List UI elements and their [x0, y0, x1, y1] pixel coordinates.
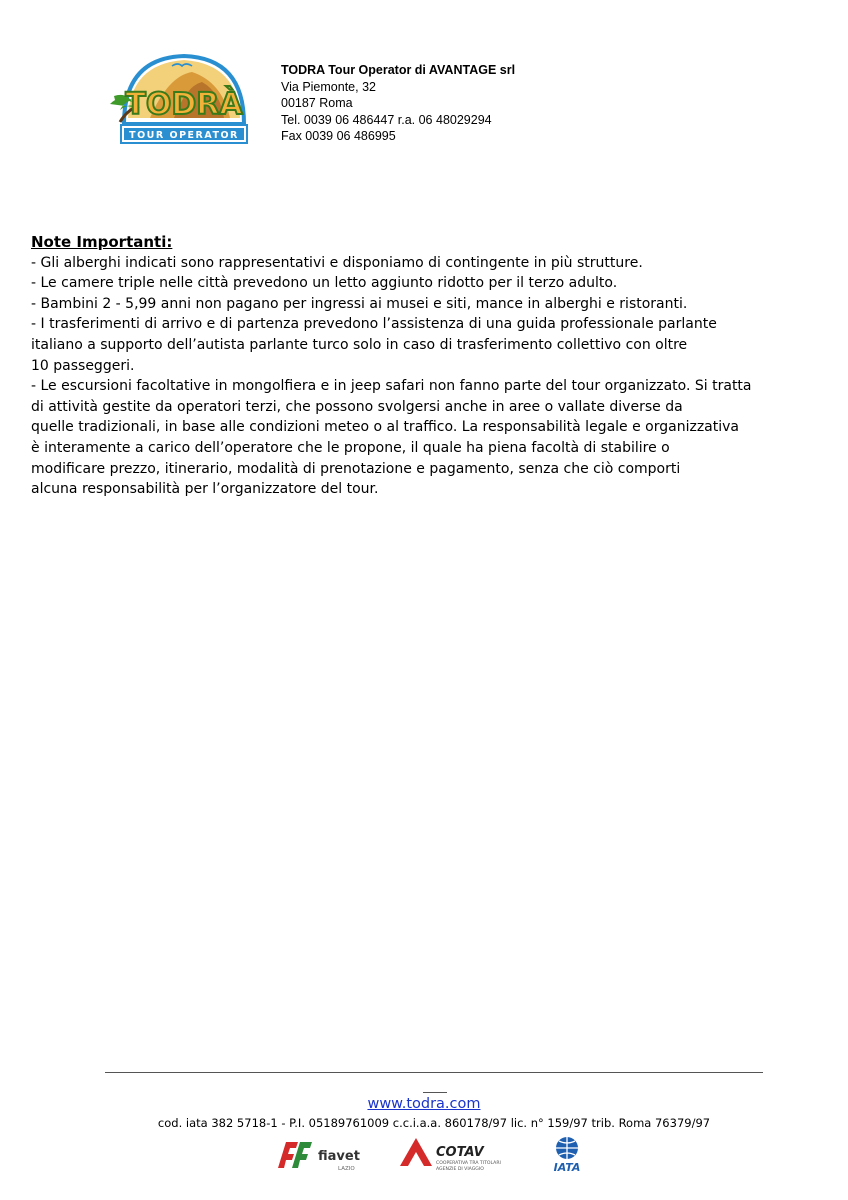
todra-logo: [104, 52, 264, 150]
company-address: Via Piemonte, 32: [281, 79, 376, 94]
note-line: - Gli alberghi indicati sono rappresentativi e disponiamo di contingente in più strutture.: [31, 254, 643, 271]
note-line: - I trasferimenti di arrivo e di partenza prevedono l’assistenza di una guida professionale parlante: [31, 316, 717, 333]
company-fax: Fax 0039 06 486995: [281, 129, 396, 143]
fiavet-name: fiavet: [318, 1149, 360, 1164]
company-city: 00187 Roma: [281, 96, 353, 110]
logo-wordmark: TODRÀ: [125, 87, 243, 122]
cotav-name: COTAV: [436, 1145, 484, 1160]
registration-codes: cod. iata 382 5718-1 - P.I. 05189761009 c.c.i.a.a. 860178/97 lic. n° 159/97 trib. Roma 76379/97: [157, 1116, 711, 1130]
cotav-sub1: COOPERATIVA TRA TITOLARI: [436, 1161, 501, 1166]
iata-logo: [540, 1134, 594, 1174]
iata-name: IATA: [553, 1161, 581, 1174]
logo-subtitle: TOUR OPERATOR: [129, 130, 239, 141]
note-line: - Le camere triple nelle città prevedono un letto aggiunto ridotto per il terzo adulto.: [31, 275, 618, 292]
cotav-logo: [398, 1134, 506, 1174]
footer-short-divider: [423, 1092, 447, 1093]
notes-heading: Note Importanti:: [31, 233, 173, 251]
note-line: è interamente a carico dell’operatore che le propone, il quale ha piena facoltà di stabilire o: [31, 439, 670, 456]
company-info: [281, 62, 515, 145]
important-notes: [31, 232, 821, 500]
fiavet-sub: LAZIO: [338, 1166, 355, 1172]
cotav-sub2: AGENZIE DI VIAGGIO: [436, 1167, 484, 1172]
footer-divider: [105, 1072, 763, 1073]
fiavet-logo: [276, 1134, 366, 1174]
note-line: alcuna responsabilità per l’organizzatore del tour.: [31, 481, 379, 498]
company-name: TODRA Tour Operator di AVANTAGE srl: [281, 63, 516, 77]
note-line: di attività gestite da operatori terzi, che possono svolgersi anche in aree o vallate diverse da: [31, 398, 683, 415]
company-phone: Tel. 0039 06 486447 r.a. 06 48029294: [281, 112, 492, 127]
note-line: - Le escursioni facoltative in mongolfiera e in jeep safari non fanno parte del tour organizzato. Si tratta: [31, 378, 752, 395]
website-link[interactable]: www.todra.com: [367, 1096, 481, 1112]
note-line: italiano a supporto dell’autista parlante turco solo in caso di trasferimento collettivo con oltre: [31, 336, 688, 353]
note-line: quelle tradizionali, in base alle condizioni meteo o al traffico. La responsabilità legale e organizzativa: [31, 419, 739, 436]
note-line: modificare prezzo, itinerario, modalità di prenotazione e pagamento, senza che ciò comporti: [31, 460, 681, 477]
note-line: 10 passeggeri.: [31, 357, 135, 374]
note-line: - Bambini 2 - 5,99 anni non pagano per ingressi ai musei e siti, mance in alberghi e ristoranti.: [31, 295, 688, 312]
